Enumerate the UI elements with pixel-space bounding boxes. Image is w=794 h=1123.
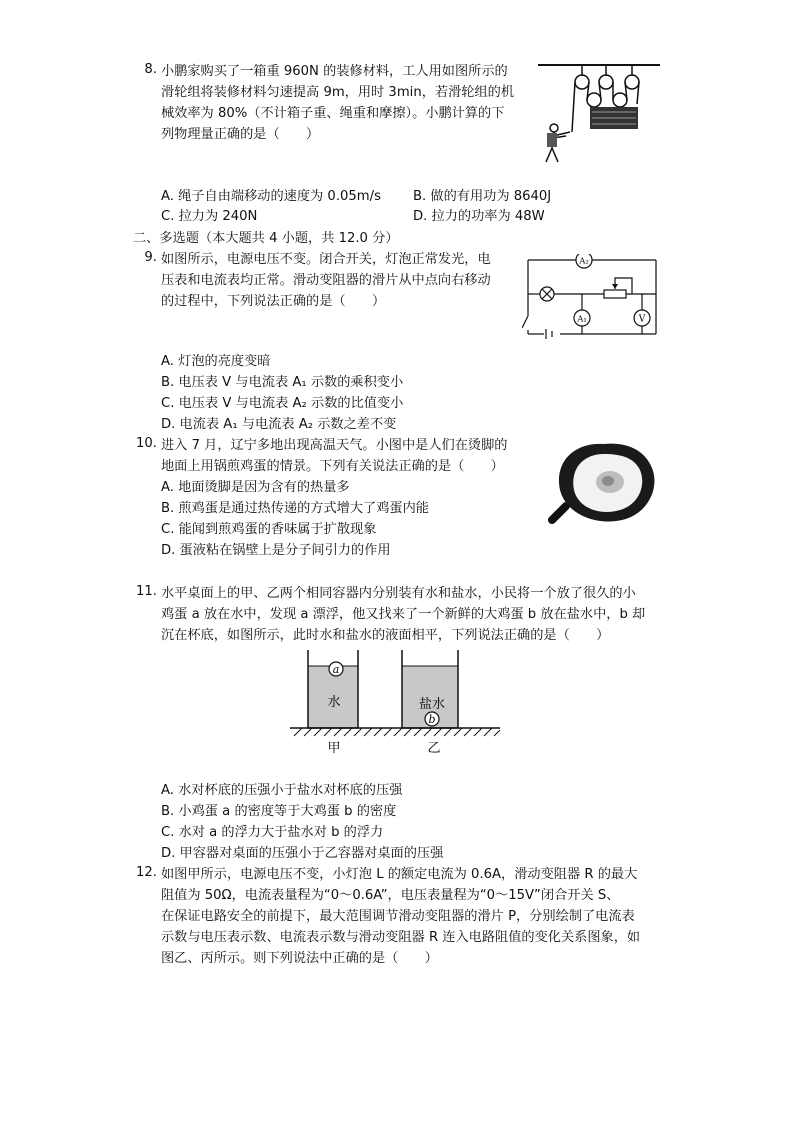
question-text-line: 压表和电流表均正常。滑动变阻器的滑片从中点向右移动 <box>161 273 491 288</box>
question-text-line: 水平桌面上的甲、乙两个相同容器内分别装有水和盐水，小民将一个放了很久的小 <box>161 586 636 601</box>
option-d: D. 甲容器对桌面的压强小于乙容器对桌面的压强 <box>161 846 444 861</box>
option-a: A. 水对杯底的压强小于盐水对杯底的压强 <box>161 783 403 798</box>
question-text-line: 阻值为 50Ω，电流表量程为“0～0.6A”，电压表量程为“0～15V”闭合开关 S、 <box>161 888 620 903</box>
option-b: B. 做的有用功为 8640J <box>413 189 552 204</box>
question-text-line: 小鹏家购买了一箱重 960N 的装修材料，工人用如图所示的 <box>161 64 508 79</box>
option-b: B. 小鸡蛋 a 的密度等于大鸡蛋 b 的密度 <box>161 804 397 819</box>
question-number: 9. <box>144 250 157 265</box>
option-d: D. 蛋液粘在锅壁上是分子间引力的作用 <box>161 543 391 558</box>
water-label: 水 <box>327 695 341 710</box>
container-yi-label: 乙 <box>427 741 441 756</box>
circuit-figure <box>522 254 662 340</box>
question-text-line: 图乙、丙所示。则下列说法中正确的是（ ） <box>161 951 438 966</box>
container-jia-label: 甲 <box>327 741 341 756</box>
question-text-line: 鸡蛋 a 放在水中，发现 a 漂浮，他又找来了一个新鲜的大鸡蛋 b 放在盐水中，b 却 <box>161 607 646 622</box>
ammeter-a2-label: A₂ <box>579 256 589 267</box>
question-text-line: 列物理量正确的是（ ） <box>161 127 320 142</box>
question-text-line: 进入 7 月，辽宁多地出现高温天气。小图中是人们在烫脚的 <box>161 438 508 453</box>
question-text-line: 沉在杯底，如图所示，此时水和盐水的液面相平，下列说法正确的是（ ） <box>161 628 610 643</box>
question-number: 8. <box>144 62 157 77</box>
egg-a-label: a <box>332 663 340 676</box>
option-d: D. 拉力的功率为 48W <box>413 209 545 224</box>
option-b: B. 电压表 V 与电流表 A₁ 示数的乘积变小 <box>161 375 404 390</box>
option-d: D. 电流表 A₁ 与电流表 A₂ 示数之差不变 <box>161 417 397 432</box>
question-text-line: 地面上用锅煎鸡蛋的情景。下列有关说法正确的是（ ） <box>161 459 504 474</box>
ammeter-a1-label: A₁ <box>577 314 587 325</box>
question-number: 12. <box>136 865 157 880</box>
question-text-line: 在保证电路安全的前提下，最大范围调节滑动变阻器的滑片 P，分别绘制了电流表 <box>161 909 635 924</box>
containers-figure <box>290 648 504 760</box>
option-a: A. 地面烫脚是因为含有的热量多 <box>161 480 350 495</box>
egg-b-label: b <box>428 713 436 726</box>
option-a: A. 绳子自由端移动的速度为 0.05m/s <box>161 189 381 204</box>
question-text-line: 如图甲所示，电源电压不变，小灯泡 L 的额定电流为 0.6A，滑动变阻器 R 的最大 <box>161 867 638 882</box>
question-text-line: 如图所示，电源电压不变。闭合开关，灯泡正常发光，电 <box>161 252 491 267</box>
question-text-line: 的过程中，下列说法正确的是（ ） <box>161 294 386 309</box>
question-text-line: 示数与电压表示数、电流表示数与滑动变阻器 R 连入电路阻值的变化关系图象，如 <box>161 930 641 945</box>
option-a: A. 灯泡的亮度变暗 <box>161 354 271 369</box>
option-b: B. 煎鸡蛋是通过热传递的方式增大了鸡蛋内能 <box>161 501 429 516</box>
pulley-figure <box>536 60 662 164</box>
question-number: 11. <box>136 584 157 599</box>
question-text-line: 械效率为 80%（不计箱子重、绳重和摩擦）。小鹏计算的下 <box>161 106 505 121</box>
option-c: C. 水对 a 的浮力大于盐水对 b 的浮力 <box>161 825 384 840</box>
pan-egg-figure <box>544 440 662 530</box>
section-header: 二、多选题（本大题共 4 小题，共 12.0 分） <box>133 231 399 246</box>
voltmeter-label: V <box>638 314 646 325</box>
salt-water-label: 盐水 <box>418 697 446 712</box>
option-c: C. 拉力为 240N <box>161 209 258 224</box>
option-c: C. 电压表 V 与电流表 A₂ 示数的比值变小 <box>161 396 404 411</box>
question-number: 10. <box>136 436 157 451</box>
option-c: C. 能闻到煎鸡蛋的香味属于扩散现象 <box>161 522 377 537</box>
question-text-line: 滑轮组将装修材料匀速提高 9m，用时 3min，若滑轮组的机 <box>161 85 515 100</box>
